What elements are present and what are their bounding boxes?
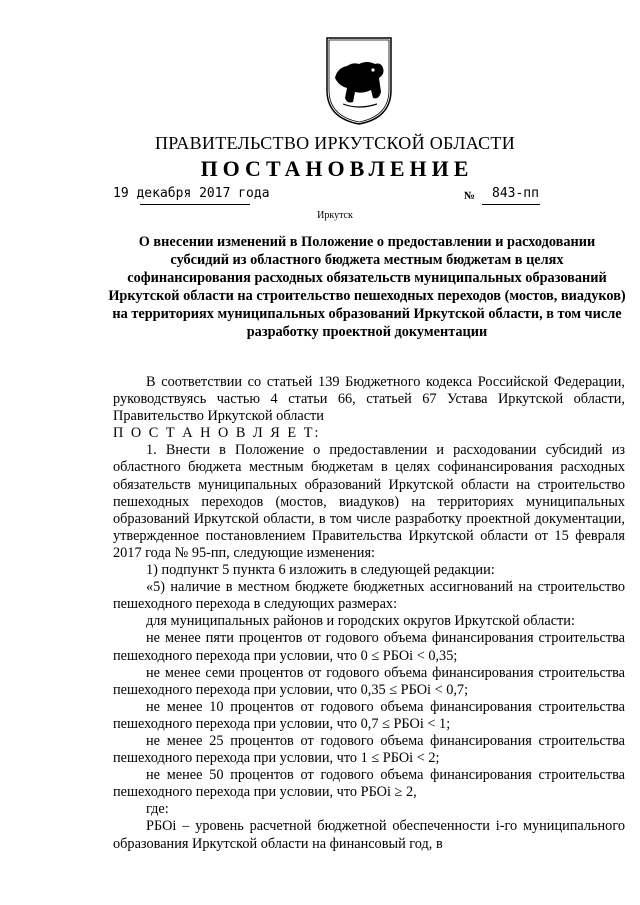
clause-1-paragraph: 1. Внести в Положение о предоставлении и расходовании субсидий из областного бюджета местным бюджетам в целях софинансирования расходных обязательств муниципальных образований Иркутской области на строительство пешеходных переходов (мостов, виадуков) на территориях муниципальных образований Иркутской области, в том числе разработку проектной документации, утвержденное постановлением Правительства Иркутской области от 15 февраля 2017 года № 95-пп, следующие изменения: [113,442,625,561]
document-body [113,374,625,853]
date-underline [140,204,250,205]
number-underline [482,204,540,205]
document-title: О внесении изменений в Положение о предоставлении и расходовании субсидий из областного бюджета местным бюджетам в целях софинансирования расходных обязательств муниципальных образований Иркутской области на строительство пешеходных переходов (мостов, виадуков) на территориях муниципальных образований Иркутской области, в том числе разработку проектной документации [108,234,626,340]
document-date: 19 декабря 2017 года [113,186,270,201]
document-type: ПОСТАНОВЛЕНИЕ [200,156,474,181]
districts-paragraph: для муниципальных районов и городских округов Иркутской области: [146,613,575,630]
number-sign: № [464,190,476,202]
condition-7-percent: не менее семи процентов от годового объема финансирования строительства пешеходного перехода при условии, что 0,35 ≤ РБОi < 0,7; [113,664,625,698]
subclause-1-paragraph: 1) подпункт 5 пункта 6 изложить в следующей редакции: [146,562,495,579]
where-paragraph: где: [146,801,169,818]
city-name: Иркутск [317,210,353,221]
condition-50-percent: не менее 50 процентов от годового объема финансирования строительства пешеходного перехода при условии, что РБОi ≥ 2, [113,767,625,801]
irkutsk-coat-of-arms-emblem [323,34,395,126]
condition-25-percent: не менее 25 процентов от годового объема финансирования строительства пешеходного перехода при условии, что 1 ≤ РБОi < 2; [113,732,625,767]
condition-5-percent: не менее пяти процентов от годового объема финансирования строительства пешеходного перехода при условии, что 0 ≤ РБОi < 0,35; [113,630,625,664]
government-name: ПРАВИТЕЛЬСТВО ИРКУТСКОЙ ОБЛАСТИ [154,133,516,153]
item-5-paragraph: «5) наличие в местном бюджете бюджетных ассигнований на строительство пешеходного перехода в следующих размерах: [113,579,625,613]
condition-10-percent: не менее 10 процентов от годового объема финансирования строительства пешеходного перехода при условии, что 0,7 ≤ РБОi < 1; [113,698,625,732]
document-number: 843-пп [492,186,539,201]
definition-paragraph: РБОi – уровень расчетной бюджетной обеспеченности i-го муниципального образования Иркутской области на финансовый год, в [113,818,625,852]
preamble-paragraph: В соответствии со статьей 139 Бюджетного кодекса Российской Федерации, руководствуясь частью 4 статьи 66, статьей 67 Устава Иркутской области, Правительство Иркутской области [113,374,625,425]
decree-heading: П О С Т А Н О В Л Я Е Т: [113,425,321,442]
